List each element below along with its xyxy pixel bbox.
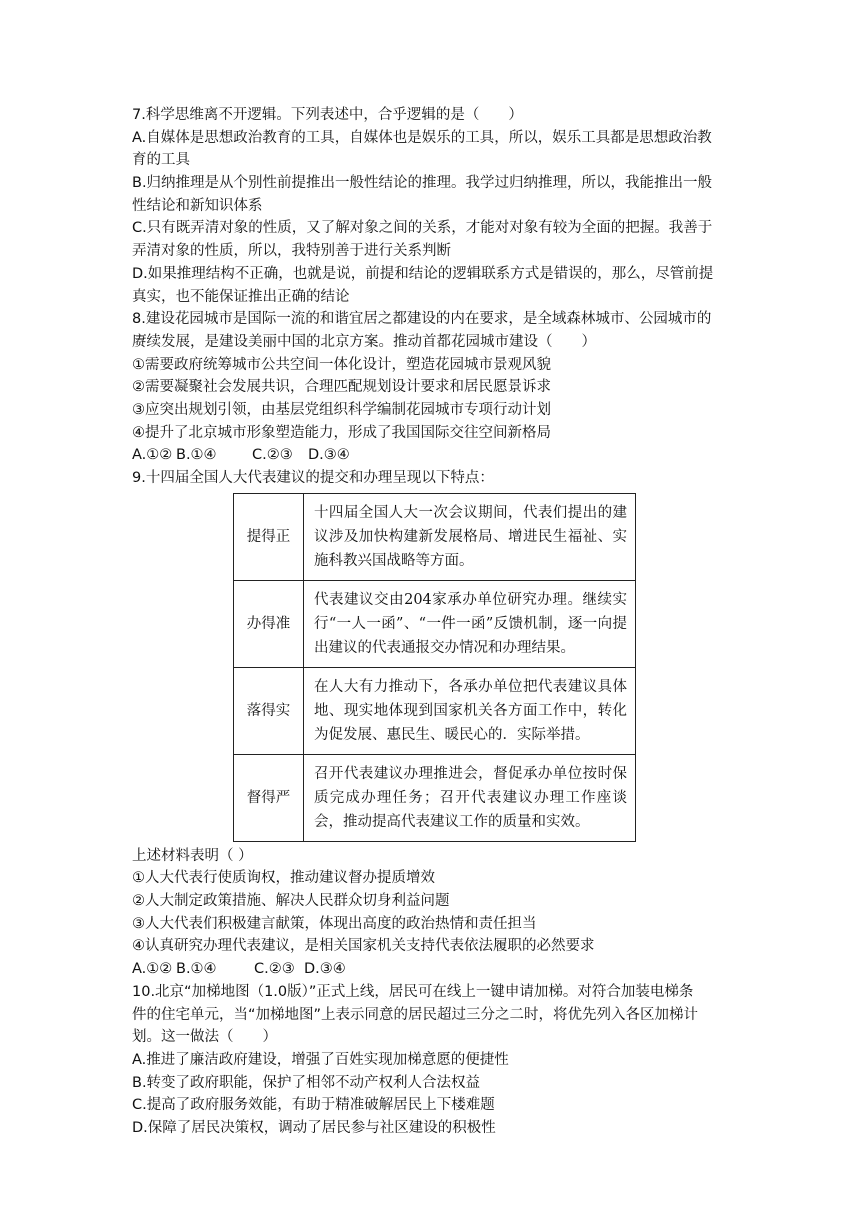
row-key: 督得严 — [234, 754, 304, 841]
q10-option-c: C.提高了政府服务效能，有助于精准破解居民上下楼难题 — [132, 1097, 495, 1114]
q8-statement-4: ④提升了北京城市形象塑造能力，形成了我国国际交往空间新格局 — [132, 424, 551, 441]
q9-option-a: A.①② — [132, 961, 173, 978]
q10-option-a: A.推进了廉洁政府建设，增强了百姓实现加梯意愿的便捷性 — [132, 1051, 509, 1068]
q9-options — [132, 958, 742, 981]
row-key: 提得正 — [234, 493, 304, 580]
q8-option-b: B.①④ — [176, 447, 217, 464]
table-row — [234, 580, 636, 667]
question-9 — [132, 467, 742, 981]
table-row — [234, 754, 636, 841]
q7-option-a-line: A.自媒体是思想政治教育的工具，自媒体也是娱乐的工具，所以，娱乐工具都是思想政治教 — [132, 129, 712, 146]
q7-option-c-line: C.只有既弄清对象的性质，又了解对象之间的关系，才能对对象有较为全面的把握。我善于 — [132, 220, 713, 237]
q7-option-d-line: D.如果推理结构不正确，也就是说，前提和结论的逻辑联系方式是错误的，那么，尽管前提 — [132, 265, 714, 282]
q7-line: 7.科学思维离不开逻辑。下列表述中，合乎逻辑的是（ ） — [132, 107, 523, 123]
q9-option-b: B.①④ — [176, 961, 217, 978]
q9-statement-1: ①人大代表行使质询权，推动建议督办提质增效 — [132, 870, 435, 887]
question-10 — [132, 981, 742, 1140]
row-value: 十四届全国人大一次会议期间，代表们提出的建议涉及加快构建新发展格局、增进民生福祉、实施科教兴国战略等方面。 — [304, 493, 636, 580]
table-row — [234, 667, 636, 754]
q8-statement-1: ①需要政府统筹城市公共空间一体化设计，塑造花园城市景观风貌 — [132, 356, 551, 373]
q10-stem-line: 划。这一做法（ ） — [132, 1029, 277, 1046]
q7-option-c-line: 弄清对象的性质，所以，我特别善于进行关系判断 — [132, 243, 451, 260]
q9-option-c: C.②③ — [254, 961, 295, 978]
q9-option-d: D.③④ — [304, 961, 346, 978]
row-key: 落得实 — [234, 667, 304, 754]
q8-stem-line: 8.建设花园城市是国际一流的和谐宜居之都建设的内在要求，是全域森林城市、公园城市的 — [132, 311, 712, 328]
table-row — [234, 493, 636, 580]
q10-stem-line: 件的住宅单元，当“加梯地图”上表示同意的居民超过三分之二时，将优先列入各区加梯计 — [132, 1006, 699, 1023]
question-8 — [132, 308, 742, 467]
row-value: 召开代表建议办理推进会，督促承办单位按时保质完成办理任务；召开代表建议办理工作座谈会，推动提高代表建议工作的质量和实效。 — [304, 754, 636, 841]
q9-statement-3: ③人大代表们积极建言献策，体现出高度的政治热情和责任担当 — [132, 915, 537, 932]
q8-option-a: A.①② — [132, 447, 173, 464]
q9-statement-2: ②人大制定政策措施、解决人民群众切身利益问题 — [132, 893, 450, 910]
q8-stem-line: 赓续发展，是建设美丽中国的北京方案。推动首都花园城市建设（ ） — [132, 333, 596, 350]
q7-option-b-line: B.归纳推理是从个别性前提推出一般性结论的推理。我学过归纳推理，所以，我能推出一般 — [132, 175, 713, 192]
row-value: 代表建议交由204家承办单位研究办理。继续实行“一人一函”、“一件一函”反馈机制，逐一向提出建议的代表通报交办情况和办理结果。 — [304, 580, 636, 667]
question-7 — [132, 104, 742, 308]
q9-prompt: 上述材料表明（ ） — [132, 847, 253, 864]
q7-option-a-line: 育的工具 — [132, 152, 190, 169]
q10-stem-line: 10.北京“加梯地图（1.0版）”正式上线，居民可在线上一键申请加梯。对符合加装电梯条 — [132, 983, 694, 1000]
q9-stem: 9.十四届全国人大代表建议的提交和办理呈现以下特点： — [132, 470, 494, 486]
q9-statement-4: ④认真研究办理代表建议，是相关国家机关支持代表依法履职的必然要求 — [132, 938, 595, 955]
q10-option-d: D.保障了居民决策权，调动了居民参与社区建设的积极性 — [132, 1119, 496, 1136]
q8-option-c: C.②③ — [252, 447, 293, 464]
q10-option-b: B.转变了政府职能，保护了相邻不动产权利人合法权益 — [132, 1074, 481, 1091]
proposal-table — [233, 493, 636, 842]
row-value: 在人大有力推动下，各承办单位把代表建议具体地、现实地体现到国家机关各方面工作中，转化为促发展、惠民生、暖民心的．实际举措。 — [304, 667, 636, 754]
exam-page — [132, 104, 742, 1140]
q8-option-d: D.③④ — [308, 447, 350, 464]
row-key: 办得准 — [234, 580, 304, 667]
q8-statement-3: ③应突出规划引领，由基层党组织科学编制花园城市专项行动计划 — [132, 401, 551, 418]
q7-option-b-line: 性结论和新知识体系 — [132, 197, 263, 214]
q8-options — [132, 444, 742, 467]
q7-option-d-line: 真实，也不能保证推出正确的结论 — [132, 288, 350, 305]
q8-statement-2: ②需要凝聚社会发展共识，合理匹配规划设计要求和居民愿景诉求 — [132, 379, 551, 396]
